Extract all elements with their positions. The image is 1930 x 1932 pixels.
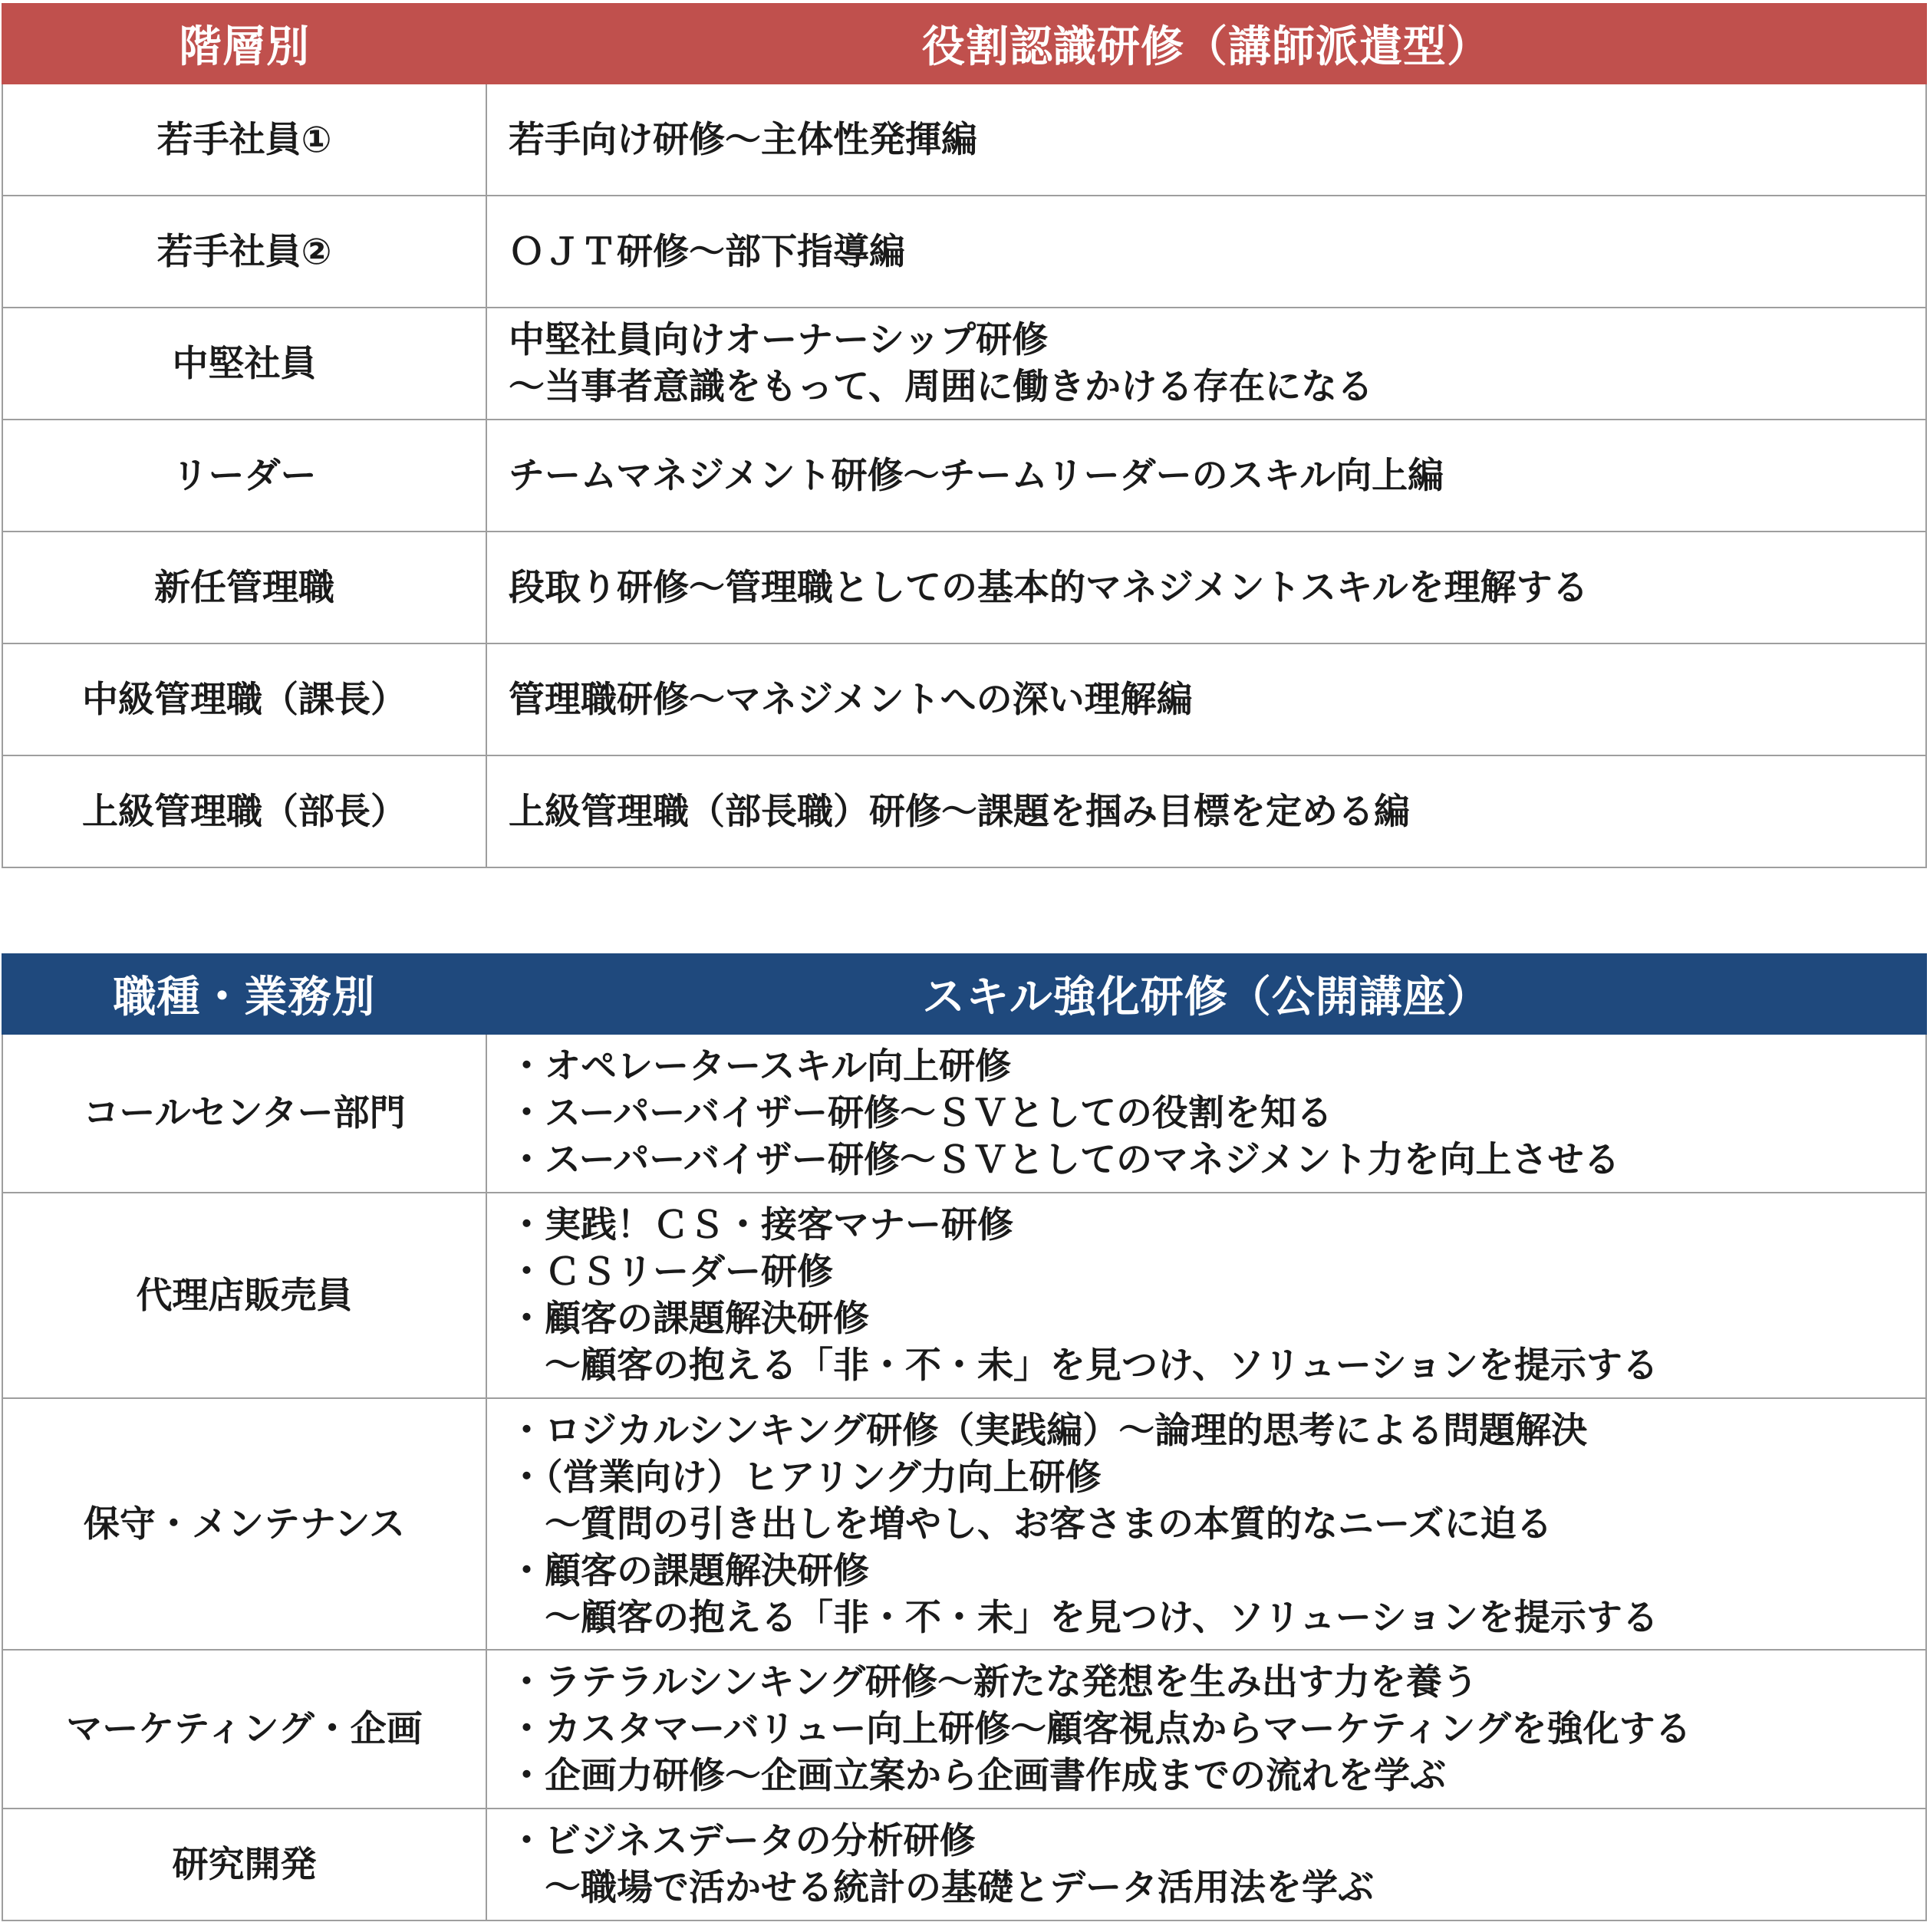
skill-training-table bbox=[2, 953, 1927, 1921]
role-program-cell bbox=[486, 532, 1926, 643]
program-line: ～顧客の抱える「非・不・未」を見つけ、ソリューションを提示する bbox=[509, 1345, 1658, 1387]
skill-program-cell bbox=[486, 1809, 1926, 1920]
program-line: ～質問の引き出しを増やし、お客さまの本質的なニーズに迫る bbox=[509, 1502, 1553, 1545]
program-line: ・実践！ＣＳ・接客マナー研修 bbox=[509, 1204, 1013, 1246]
program-line: ・ビジネスデータの分析研修 bbox=[509, 1820, 976, 1862]
program-line: ・カスタマーバリュー向上研修～顧客視点からマーケティングを強化する bbox=[509, 1708, 1691, 1750]
program-line: 若手向け研修～主体性発揮編 bbox=[509, 118, 977, 161]
role-program-cell bbox=[486, 84, 1926, 196]
role-category-cell: リーダー bbox=[2, 420, 486, 532]
program-line: ～職場で活かせる統計の基礎とデータ活用法を学ぶ bbox=[509, 1867, 1374, 1909]
program-line: ・スーパーバイザー研修～ＳＶとしてのマネジメント力を向上させる bbox=[509, 1139, 1620, 1181]
program-line: ・ロジカルシンキング研修（実践編）～論理的思考による問題解決 bbox=[509, 1409, 1588, 1452]
skill-row bbox=[2, 1034, 1926, 1193]
role-category-cell: 若手社員② bbox=[2, 196, 486, 308]
program-line: 段取り研修～管理職としての基本的マネジメントスキルを理解する bbox=[509, 566, 1589, 609]
skill-row bbox=[2, 1398, 1926, 1650]
program-line: ・オペレータースキル向上研修 bbox=[509, 1045, 1012, 1088]
program-line: ・顧客の課題解決研修 bbox=[509, 1298, 869, 1340]
skill-program-cell bbox=[486, 1398, 1926, 1650]
program-line: ～顧客の抱える「非・不・未」を見つけ、ソリューションを提示する bbox=[509, 1596, 1658, 1639]
role-category-cell: 中堅社員 bbox=[2, 308, 486, 420]
program-line: ・スーパーバイザー研修～ＳＶとしての役割を知る bbox=[509, 1092, 1332, 1134]
role-category-cell: 若手社員① bbox=[2, 84, 486, 196]
skill-program-cell bbox=[486, 1650, 1926, 1809]
program-line: 上級管理職（部長職）研修～課題を掴み目標を定める編 bbox=[509, 790, 1410, 833]
role-program-header: 役割認識研修（講師派遣型） bbox=[486, 4, 1926, 84]
skill-row bbox=[2, 1650, 1926, 1809]
program-line: ＯＪＴ研修～部下指導編 bbox=[509, 230, 905, 273]
role-program-cell bbox=[486, 755, 1926, 867]
skill-row bbox=[2, 1809, 1926, 1920]
role-program-cell bbox=[486, 643, 1926, 755]
role-category-cell: 新任管理職 bbox=[2, 532, 486, 643]
role-category-header: 階層別 bbox=[2, 4, 486, 84]
skill-category-cell: 代理店販売員 bbox=[2, 1193, 486, 1398]
skill-program-cell bbox=[486, 1193, 1926, 1398]
role-category-cell: 中級管理職（課長） bbox=[2, 643, 486, 755]
program-line: ～当事者意識をもって、周囲に働きかける存在になる bbox=[509, 366, 1374, 408]
skill-category-cell: 研究開発 bbox=[2, 1809, 486, 1920]
role-program-cell bbox=[486, 196, 1926, 308]
skill-category-cell: 保守・メンテナンス bbox=[2, 1398, 486, 1650]
skill-program-cell bbox=[486, 1034, 1926, 1193]
skill-category-header: 職種・業務別 bbox=[2, 954, 486, 1034]
role-row bbox=[2, 84, 1926, 196]
role-program-cell bbox=[486, 308, 1926, 420]
program-line: ・顧客の課題解決研修 bbox=[509, 1549, 869, 1592]
skill-category-cell: コールセンター部門 bbox=[2, 1034, 486, 1193]
skill-category-cell: マーケティング・企画 bbox=[2, 1650, 486, 1809]
role-row bbox=[2, 308, 1926, 420]
program-line: ・ラテラルシンキング研修～新たな発想を生み出す力を養う bbox=[509, 1661, 1478, 1703]
skill-program-header: スキル強化研修（公開講座） bbox=[486, 954, 1926, 1034]
role-row bbox=[2, 643, 1926, 755]
role-category-cell: 上級管理職（部長） bbox=[2, 755, 486, 867]
role-row bbox=[2, 532, 1926, 643]
role-row bbox=[2, 196, 1926, 308]
skill-row bbox=[2, 1193, 1926, 1398]
role-row bbox=[2, 420, 1926, 532]
program-line: ・（営業向け）ヒアリング力向上研修 bbox=[509, 1456, 1102, 1499]
skill-table-header-row bbox=[2, 954, 1926, 1034]
program-line: 中堅社員向けオーナーシップ研修 bbox=[509, 319, 1049, 361]
program-line: チームマネジメント研修～チームリーダーのスキル向上編 bbox=[509, 454, 1444, 497]
role-row bbox=[2, 755, 1926, 867]
role-program-cell bbox=[486, 420, 1926, 532]
program-line: 管理職研修～マネジメントへの深い理解編 bbox=[509, 678, 1193, 721]
program-line: ・ＣＳリーダー研修 bbox=[509, 1251, 833, 1293]
role-table-header-row bbox=[2, 4, 1926, 84]
role-training-table bbox=[2, 3, 1927, 868]
program-line: ・企画力研修～企画立案から企画書作成までの流れを学ぶ bbox=[509, 1755, 1446, 1797]
